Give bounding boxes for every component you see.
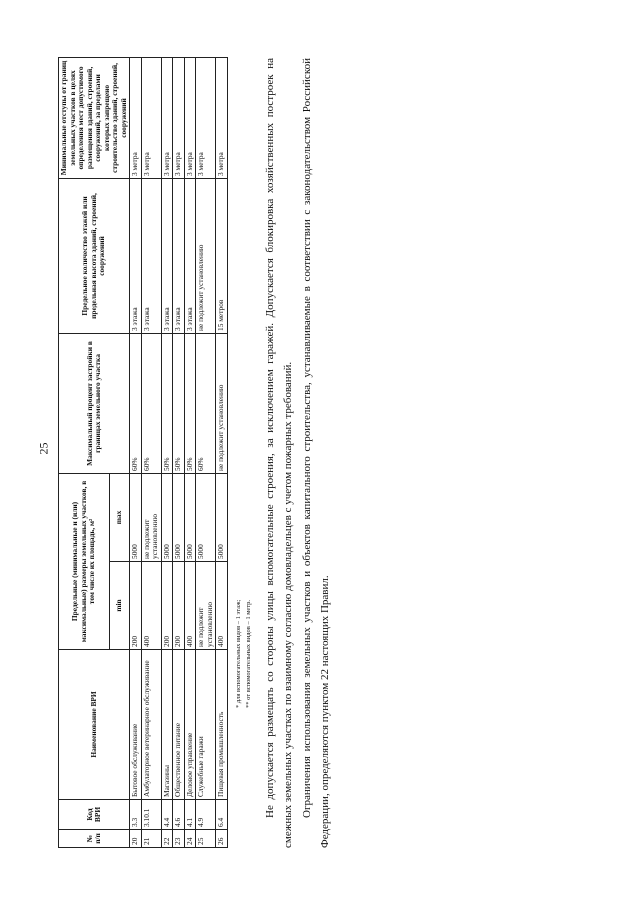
paragraph-2: Ограничения использования земельных участков и объектов капитального строительства, устанавливаемые в соответствии с законодательством Российской Федерации, определяются пунктом 22 настоящих Правил.	[300, 58, 331, 848]
cell-floors: 3 этажа	[173, 178, 185, 333]
cell-code: 4.4	[161, 800, 173, 830]
header-num: № п/п	[59, 830, 130, 848]
cell-name: Общественное питание	[173, 650, 185, 800]
cell-setback: 3 метра	[141, 57, 161, 178]
cell-num: 23	[173, 830, 185, 848]
cell-name: Служебные гаражи	[196, 650, 216, 800]
footnote-2: ** от вспомогательных видов – 1 метр.	[244, 599, 252, 708]
table-row	[173, 57, 185, 847]
header-min: min	[109, 562, 129, 650]
header-area-group: Предельные (минимальные и (или) максимальные) размеры земельных участков, в том числе их площадь, м²	[59, 473, 110, 649]
header-code: Код ВРИ	[59, 800, 130, 830]
cell-code: 4.1	[184, 800, 196, 830]
cell-percent: 50%	[161, 333, 173, 473]
cell-floors: не подлежит установлению	[196, 178, 216, 333]
cell-num: 20	[130, 830, 142, 848]
regulations-table	[58, 57, 228, 848]
cell-floors: 3 этажа	[141, 178, 161, 333]
cell-max: 5000	[216, 473, 228, 561]
cell-setback: 3 метра	[161, 57, 173, 178]
table-row	[216, 57, 228, 847]
cell-num: 22	[161, 830, 173, 848]
cell-min: 400	[141, 562, 161, 650]
cell-percent: не подлежит установлению	[216, 333, 228, 473]
cell-floors: 3 этажа	[161, 178, 173, 333]
cell-min: 200	[173, 562, 185, 650]
cell-percent: 60%	[130, 333, 142, 473]
cell-percent: 50%	[184, 333, 196, 473]
table-row	[141, 57, 161, 847]
cell-setback: 3 метра	[216, 57, 228, 178]
header-row	[59, 57, 110, 847]
table-row	[161, 57, 173, 847]
cell-name: Бытовое обслуживание	[130, 650, 142, 800]
cell-code: 4.6	[173, 800, 185, 830]
header-setbacks: Минимальные отступы от границ земельных участков в целях определения мест допустимого размещения зданий, строений, сооружений, за пределами которых запрещено строительство зданий, строений, сооружений	[59, 57, 130, 178]
cell-min: не подлежит установлению	[196, 562, 216, 650]
cell-min: 400	[184, 562, 196, 650]
cell-min: 400	[216, 562, 228, 650]
cell-setback: 3 метра	[173, 57, 185, 178]
cell-percent: 60%	[141, 333, 161, 473]
cell-code: 3.10.1	[141, 800, 161, 830]
cell-num: 24	[184, 830, 196, 848]
cell-name: Амбулаторное ветеринарное обслуживание	[141, 650, 161, 800]
cell-max: 5000	[130, 473, 142, 561]
cell-name: Деловое управление	[184, 650, 196, 800]
table-row	[184, 57, 196, 847]
cell-num: 26	[216, 830, 228, 848]
cell-percent: 60%	[196, 333, 216, 473]
cell-percent: 50%	[173, 333, 185, 473]
header-percent: Максимальный процент застройки в границах земельного участка	[59, 333, 130, 473]
footnotes	[234, 58, 254, 848]
cell-num: 21	[141, 830, 161, 848]
cell-setback: 3 метра	[196, 57, 216, 178]
cell-code: 4.9	[196, 800, 216, 830]
cell-num: 25	[196, 830, 216, 848]
table-row	[196, 57, 216, 847]
cell-max: не подлежит установлению	[141, 473, 161, 561]
cell-name: Пищевая промышленность	[216, 650, 228, 800]
footnote-1: * для вспомогательных видов – 1 этаж;	[234, 599, 242, 708]
page-number: 25	[36, 442, 51, 455]
cell-min: 200	[130, 562, 142, 650]
cell-floors: 3 этажа	[184, 178, 196, 333]
header-floors: Предельное количество этажей или предельная высота зданий, строений, сооружений	[59, 178, 130, 333]
cell-setback: 3 метра	[184, 57, 196, 178]
cell-max: 5000	[196, 473, 216, 561]
cell-min: 200	[161, 562, 173, 650]
cell-code: 3.3	[130, 800, 142, 830]
cell-max: 5000	[173, 473, 185, 561]
cell-floors: 3 этажа	[130, 178, 142, 333]
header-max: max	[109, 473, 129, 561]
cell-floors: 15 метров	[216, 178, 228, 333]
cell-name: Магазины	[161, 650, 173, 800]
cell-code: 6.4	[216, 800, 228, 830]
cell-max: 5000	[184, 473, 196, 561]
header-name: Наименование ВРИ	[59, 650, 130, 800]
cell-setback: 3 метра	[130, 57, 142, 178]
cell-max: 5000	[161, 473, 173, 561]
paragraph-1: Не допускается размещать со стороны улицы вспомогательные строения, за исключением гаражей. Допускается блокировка хозяйственных построек на смежных земельных участках по взаимному согласию домовладельцев с учетом пожарных требований.	[264, 58, 295, 848]
table-row	[130, 57, 142, 847]
body-text	[261, 58, 334, 848]
rotated-page-content	[58, 58, 538, 848]
